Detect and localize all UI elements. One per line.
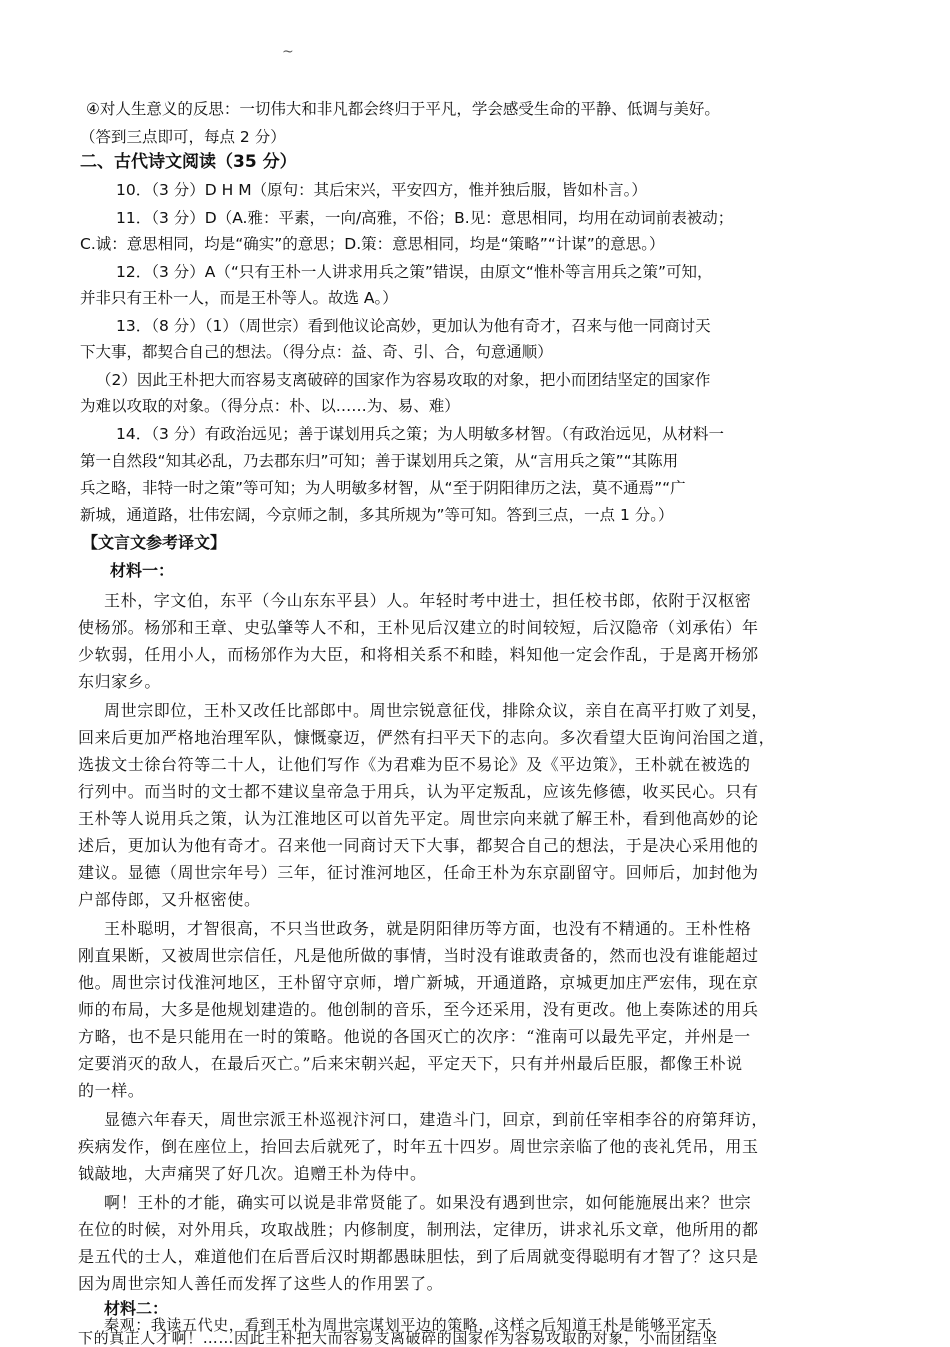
translation-p1-line: 少软弱，任用小人，而杨邠作为大臣，和将相关系不和睦，料知他一定会作乱，于是离开杨邠 xyxy=(78,645,759,664)
answer-q14-line4: 新城，通道路，壮伟宏阔，今京师之制，多其所规为”等可知。答到三点，一点 1 分。） xyxy=(80,506,674,524)
translation-p2-line: 选拔文士徐台符等二十人，让他们写作《为君难为臣不易论》及《平边策》，王朴就在被选的 xyxy=(78,755,751,774)
answer-q12-line1: 12．（3 分）A（“只有王朴一人讲求用兵之策”错误，由原文“惟朴等言用兵之策”可知， xyxy=(116,263,713,281)
answer-q11-line1: 11．（3 分）D（A.雅：平素，一向/高雅，不俗；B.见：意思相同，均用在动词前表被动； xyxy=(116,209,734,227)
translation-heading: 【文言文参考译文】 xyxy=(82,533,227,552)
translation-p1-line: 王朴，字文伯，东平（今山东东平县）人。年轻时考中进士，担任校书郎，依附于汉枢密 xyxy=(104,591,752,610)
translation-p4-line: 显德六年春天，周世宗派王朴巡视汴河口，建造斗门，回京，到前任宰相李谷的府第拜访， xyxy=(104,1110,769,1129)
translation-p3-line: 定要消灭的敌人，在最后灭亡。”后来宋朝兴起，平定天下，只有并州最后臣服，都像王朴说 xyxy=(78,1054,743,1073)
translation-p1-line: 东归家乡。 xyxy=(78,672,162,691)
answer-q14-line3: 兵之略，非特一时之策”等可知；为人明敏多材智，从“至于阴阳律历之法，莫不通焉”“广 xyxy=(80,479,686,497)
translation-p2-line: 行列中。而当时的文士都不建议皇帝急于用兵，认为平定叛乱，应该先修德，收买民心。只有 xyxy=(78,782,759,801)
material-one-label: 材料一： xyxy=(110,561,175,580)
translation-p4-line: 钺敲地，大声痛哭了好几次。追赠王朴为侍中。 xyxy=(78,1164,427,1183)
translation-p6-line: 秦观：我读五代史，看到王朴为周世宗谋划平边的策略，这样之后知道王朴是能够平定天 xyxy=(104,1316,713,1334)
answer-q13-line3: （2）因此王朴把大而容易支离破碎的国家作为容易攻取的对象，把小而团结坚定的国家作 xyxy=(96,371,711,389)
answer-q13-line4: 为难以攻取的对象。（得分点：朴、以……为、易、难） xyxy=(80,397,460,415)
answer-q13-line1: 13．（8 分）（1）（周世宗）看到他议论高妙，更加认为他有奇才，召来与他一同商讨天 xyxy=(116,317,711,335)
translation-p5-line: 因为周世宗知人善任而发挥了这些人的作用罢了。 xyxy=(78,1274,444,1293)
translation-p2-line: 述后，更加认为他有奇才。召来他一同商讨天下大事，都契合自己的想法，于是决心采用他的 xyxy=(78,836,759,855)
translation-p3-line: 他。周世宗讨伐淮河地区，王朴留守京师，增广新城，开通道路，京城更加庄严宏伟，现在京 xyxy=(78,973,759,992)
translation-p3-line: 方略，也不是只能用在一时的策略。他说的各国灭亡的次序：“淮南可以最先平定，并州是一 xyxy=(78,1027,751,1046)
translation-p3-line: 师的布局，大多是他规划建造的。他创制的音乐，至今还采用，没有更改。他上奏陈述的用兵 xyxy=(78,1000,759,1019)
translation-p2-line: 建议。显德（周世宗年号）三年，征讨淮河地区，任命王朴为东京副留守。回师后，加封他为 xyxy=(78,863,759,882)
scan-mark: ~ xyxy=(282,44,294,60)
material-two-label: 材料二： xyxy=(104,1299,169,1318)
translation-p6-line: 下的真正人才啊！……因此王朴把大而容易支离破碎的国家作为容易攻取的对象，小而团结坚 xyxy=(78,1329,718,1347)
translation-p3-line: 刚直果断，又被周世宗信任，凡是他所做的事情，当时没有谁敢责备的，然而也没有谁能超过 xyxy=(78,946,759,965)
translation-p1-line: 使杨邠。杨邠和王章、史弘肇等人不和，王朴见后汉建立的时间较短，后汉隐帝（刘承佑）年 xyxy=(78,618,759,637)
answer-q14-line2: 第一自然段“知其必乱，乃去郡东归”可知；善于谋划用兵之策，从“言用兵之策”“其陈用 xyxy=(80,452,679,470)
translation-p5-line: 是五代的士人，难道他们在后晋后汉时期都愚昧胆怯，到了后周就变得聪明有才智了？这只是 xyxy=(78,1247,759,1266)
translation-p2-line: 周世宗即位，王朴又改任比部郎中。周世宗锐意征伐，排除众议，亲自在高平打败了刘旻， xyxy=(104,701,769,720)
answer-q11-line2: C.诚：意思相同，均是“确实”的意思；D.策：意思相同，均是“策略”“计谋”的意思。） xyxy=(80,235,665,253)
section-heading: 二、古代诗文阅读（35 分） xyxy=(80,152,297,172)
translation-p3-line: 的一样。 xyxy=(78,1081,145,1100)
translation-p4-line: 疾病发作，倒在座位上，抬回去后就死了，时年五十四岁。周世宗亲临了他的丧礼凭吊，用玉 xyxy=(78,1137,759,1156)
translation-p2-line: 回来后更加严格地治理军队，慷慨豪迈，俨然有扫平天下的志向。多次看望大臣询问治国之道， xyxy=(78,728,776,747)
translation-p2-line: 王朴等人说用兵之策，认为江淮地区可以首先平定。周世宗向来就了解王朴，看到他高妙的论 xyxy=(78,809,759,828)
answer-item-4: ④对人生意义的反思：一切伟大和非凡都会终归于平凡，学会感受生命的平静、低调与美好。 xyxy=(86,100,720,118)
translation-p3-line: 王朴聪明，才智很高，不只当世政务，就是阴阳律历等方面，也没有不精通的。王朴性格 xyxy=(104,919,752,938)
translation-p5-line: 啊！王朴的才能，确实可以说是非常贤能了。如果没有遇到世宗，如何能施展出来？世宗 xyxy=(104,1193,752,1212)
answer-q12-line2: 并非只有王朴一人，而是王朴等人。故选 A。） xyxy=(80,289,398,307)
translation-p2-line: 户部侍郎，又升枢密使。 xyxy=(78,890,261,909)
answer-item-4-note: （答到三点即可，每点 2 分） xyxy=(80,128,286,146)
translation-p5-line: 在位的时候，对外用兵，攻取战胜；内修制度，制刑法，定律历，讲求礼乐文章，他所用的都 xyxy=(78,1220,759,1239)
answer-q13-line2: 下大事，都契合自己的想法。（得分点：益、奇、引、合，句意通顺） xyxy=(80,343,553,361)
answer-q14-line1: 14．（3 分）有政治远见；善于谋划用兵之策；为人明敏多材智。（有政治远见，从材料一 xyxy=(116,425,725,443)
answer-q10: 10．（3 分）D H M（原句：其后宋兴，平安四方，惟并独后服，皆如朴言。） xyxy=(116,181,647,199)
